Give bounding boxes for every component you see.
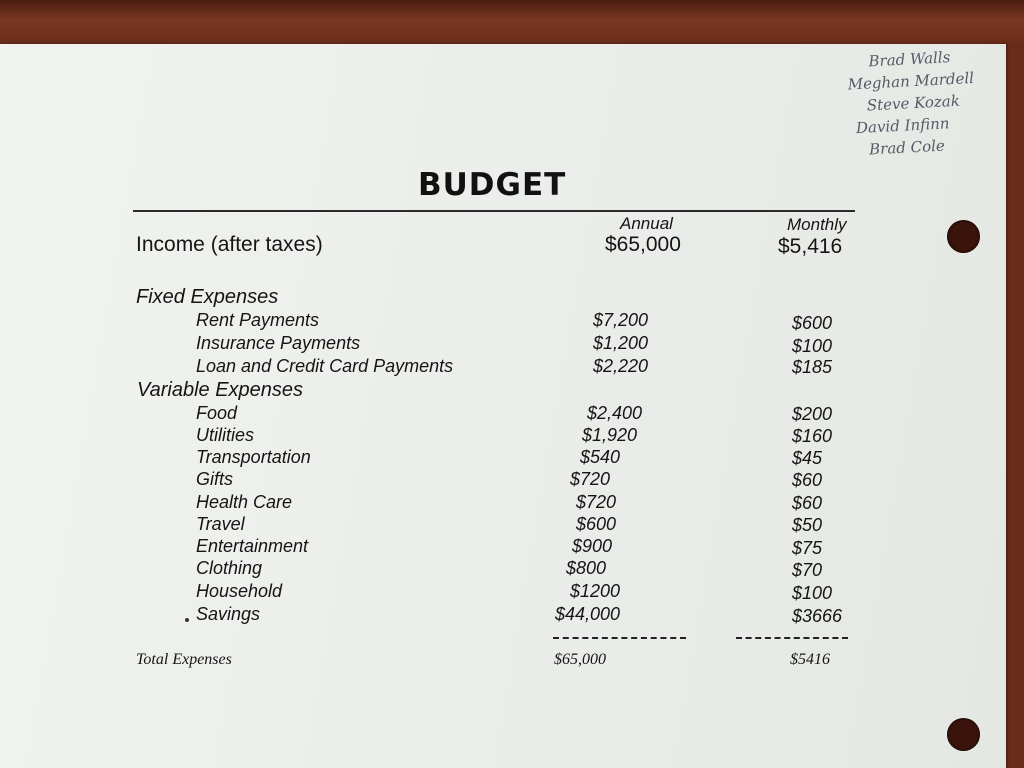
expense-label: Utilities [196,425,255,445]
variable-expenses-heading: Variable Expenses [137,379,304,401]
expense-monthly: $60 [792,493,823,513]
expense-label: Rent Payments [196,310,320,330]
expense-monthly: $200 [792,404,833,424]
expense-row [0,581,1006,603]
expense-monthly: $185 [792,357,833,377]
punch-hole-top [947,220,980,253]
expense-row [0,604,1006,626]
expense-row [0,310,1006,332]
expense-annual: $2,400 [587,403,643,423]
expense-monthly: $160 [792,426,833,446]
punch-hole-bottom [947,718,980,751]
expense-annual: $800 [566,558,607,578]
expense-label: Household [196,581,283,601]
expense-monthly: $60 [792,470,823,490]
fixed-expenses-heading: Fixed Expenses [136,286,279,308]
income-label: Income (after taxes) [136,233,323,256]
expense-annual: $1,200 [593,333,649,353]
expense-monthly: $100 [792,336,833,356]
expense-annual: $1200 [570,581,621,601]
stray-mark [185,618,189,622]
expense-label: Entertainment [196,536,309,556]
expense-row [0,356,1006,378]
total-monthly: $5416 [790,651,830,668]
expense-annual: $540 [580,447,621,467]
handwritten-name: Brad Cole [868,136,946,159]
expense-row [0,425,1006,447]
total-label: Total Expenses [136,651,232,668]
expense-row [0,403,1006,425]
expense-monthly: $3666 [792,606,843,626]
expense-annual: $2,220 [593,356,649,376]
expense-label: Transportation [196,447,311,467]
page-title: BUDGET [418,167,567,203]
expense-annual: $44,000 [555,604,621,624]
expense-annual: $7,200 [593,310,649,330]
expense-monthly: $45 [792,448,823,468]
handwritten-name: David Infinn [855,114,950,138]
income-monthly: $5,416 [778,235,843,258]
expense-row [0,558,1006,580]
expense-annual: $720 [576,492,617,512]
expense-annual: $720 [570,469,611,489]
handwritten-names [838,43,1010,162]
expense-monthly: $50 [792,515,823,535]
total-annual: $65,000 [554,651,606,668]
handwritten-name: Meghan Mardell [847,68,975,94]
expense-annual: $600 [576,514,617,534]
expense-label: Clothing [196,558,263,578]
expense-label: Travel [196,514,245,534]
expense-monthly: $75 [792,538,823,558]
column-header-annual: Annual [620,214,673,233]
sum-divider-monthly [736,637,848,639]
sum-divider-annual [553,637,686,639]
expense-annual: $1,920 [582,425,638,445]
expense-label: Health Care [196,492,293,512]
expense-monthly: $100 [792,583,833,603]
column-header-monthly: Monthly [787,215,847,234]
expense-row [0,469,1006,491]
handwritten-name: Steve Kozak [866,91,961,115]
expense-row [0,514,1006,536]
title-divider [133,210,855,212]
income-annual: $65,000 [605,233,681,256]
expense-label: Savings [196,604,261,624]
expense-row [0,447,1006,469]
expense-monthly: $600 [792,313,833,333]
expense-annual: $900 [572,536,613,556]
expense-row [0,492,1006,514]
expense-label: Food [196,403,238,423]
handwritten-name: Brad Walls [868,48,951,71]
expense-row [0,536,1006,558]
expense-row [0,333,1006,355]
expense-label: Loan and Credit Card Payments [196,356,454,376]
expense-label: Gifts [196,469,234,489]
expense-monthly: $70 [792,560,823,580]
expense-label: Insurance Payments [196,333,361,353]
